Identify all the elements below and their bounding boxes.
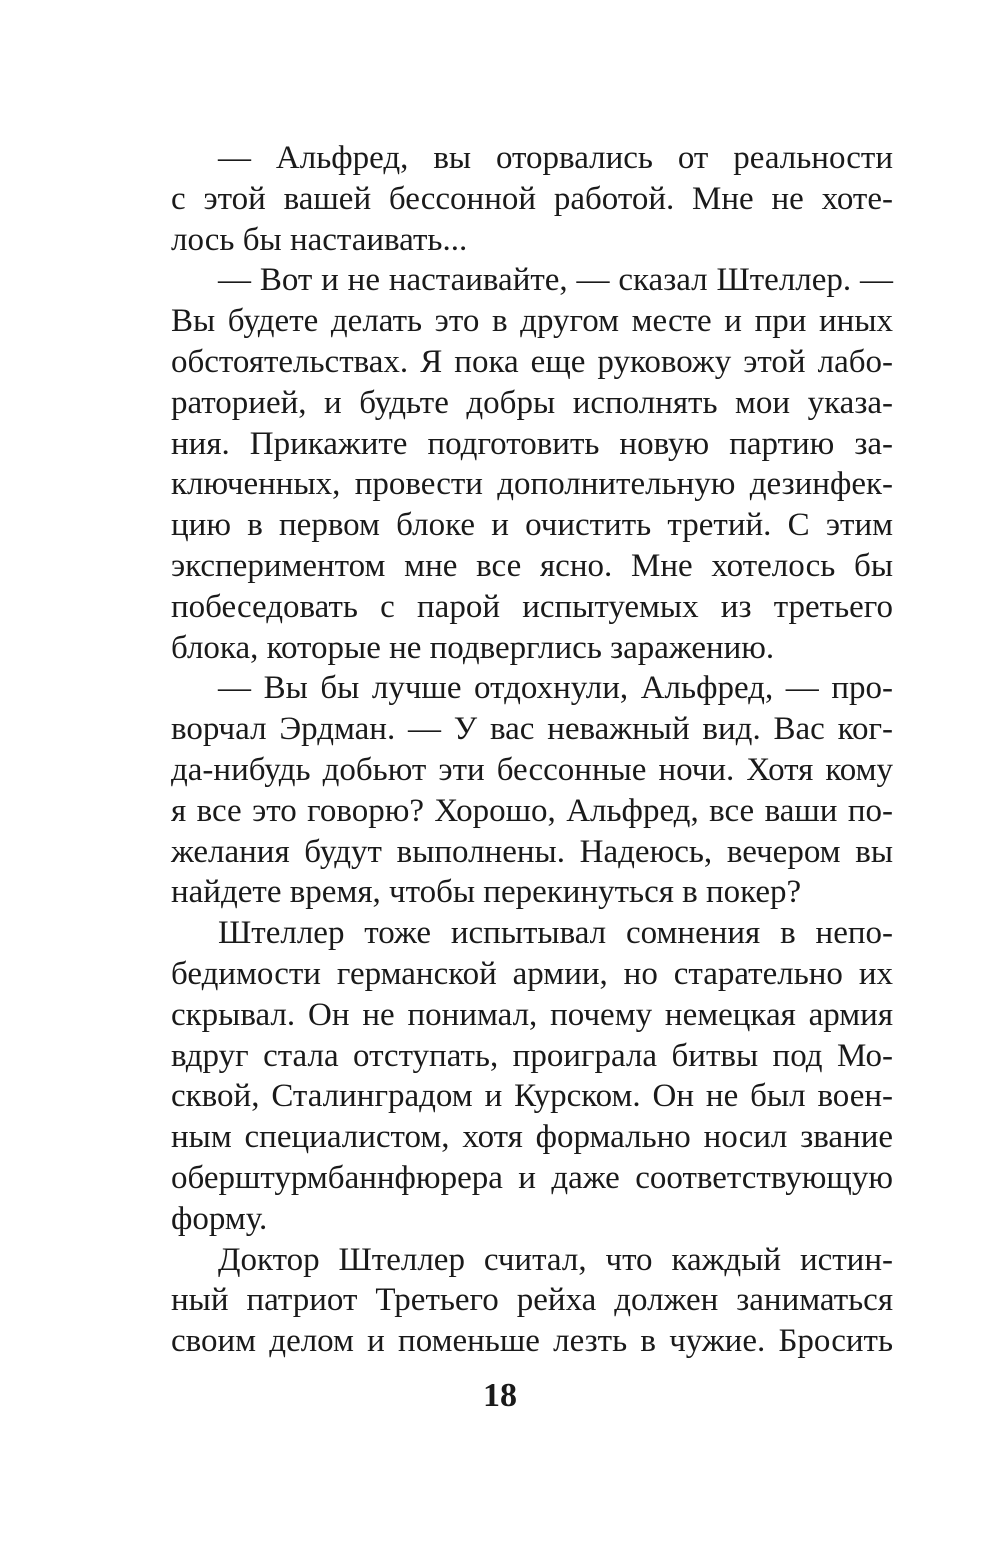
text-line: сквой, Сталинградом и Курском. Он не был воен- <box>171 1078 893 1115</box>
paragraph <box>171 1240 893 1362</box>
paragraph <box>171 260 893 668</box>
text-line: ключенных, провести дополнительную дезинфек- <box>171 466 893 503</box>
body-text <box>171 138 893 1362</box>
text-line: ния. Прикажите подготовить новую партию за- <box>171 425 893 462</box>
text-line: да-нибудь добьют эти бессонные ночи. Хотя кому <box>171 751 893 788</box>
text-line: обстоятельствах. Я пока еще руковожу этой лабо- <box>171 343 893 380</box>
text-line: — Вы бы лучше отдохнули, Альфред, — про- <box>218 670 893 707</box>
text-line: найдете время, чтобы перекинуться в покер? <box>171 874 802 911</box>
paragraph <box>171 668 893 913</box>
paragraph <box>171 138 893 260</box>
text-line: оберштурмбаннфюрера и даже соответствующую <box>171 1159 893 1196</box>
text-line: Вы будете делать это в другом месте и при иных <box>171 303 893 340</box>
text-line: ный патриот Третьего рейха должен заниматься <box>171 1282 893 1319</box>
text-line: побеседовать с парой испытуемых из третьего <box>171 588 893 625</box>
text-line: экспериментом мне все ясно. Мне хотелось бы <box>171 547 893 584</box>
page-number: 18 <box>483 1377 517 1414</box>
text-line: раторией, и будьте добры исполнять мои указа- <box>171 384 893 421</box>
text-line: ным специалистом, хотя формально носил звание <box>171 1119 893 1156</box>
text-line: с этой вашей бессонной работой. Мне не хоте- <box>171 180 893 217</box>
text-line: — Вот и не настаивайте, — сказал Штеллер. — <box>218 262 893 299</box>
text-line: своим делом и поменьше лезть в чужие. Бросить <box>171 1323 893 1360</box>
text-line: Доктор Штеллер считал, что каждый истин- <box>218 1241 893 1278</box>
text-line: бедимости германской армии, но старательно их <box>171 955 893 992</box>
text-line: ворчал Эрдман. — У вас неважный вид. Вас ког- <box>171 711 893 748</box>
text-line: — Альфред, вы оторвались от реальности <box>218 140 893 176</box>
text-line: Штеллер тоже испытывал сомнения в непо- <box>218 915 893 952</box>
text-line: форму. <box>171 1200 268 1237</box>
text-line: я все это говорю? Хорошо, Альфред, все ваши по- <box>171 792 893 829</box>
text-line: вдруг стала отступать, проиграла битвы под Мо- <box>171 1037 893 1074</box>
paragraph <box>171 913 893 1239</box>
text-line: цию в первом блоке и очистить третий. С этим <box>171 507 893 544</box>
text-line: желания будут выполнены. Надеюсь, вечером вы <box>171 833 893 870</box>
text-line: лось бы настаивать... <box>171 221 468 258</box>
text-line: блока, которые не подверглись заражению. <box>171 629 775 666</box>
text-line: скрывал. Он не понимал, почему немецкая армия <box>171 996 893 1033</box>
